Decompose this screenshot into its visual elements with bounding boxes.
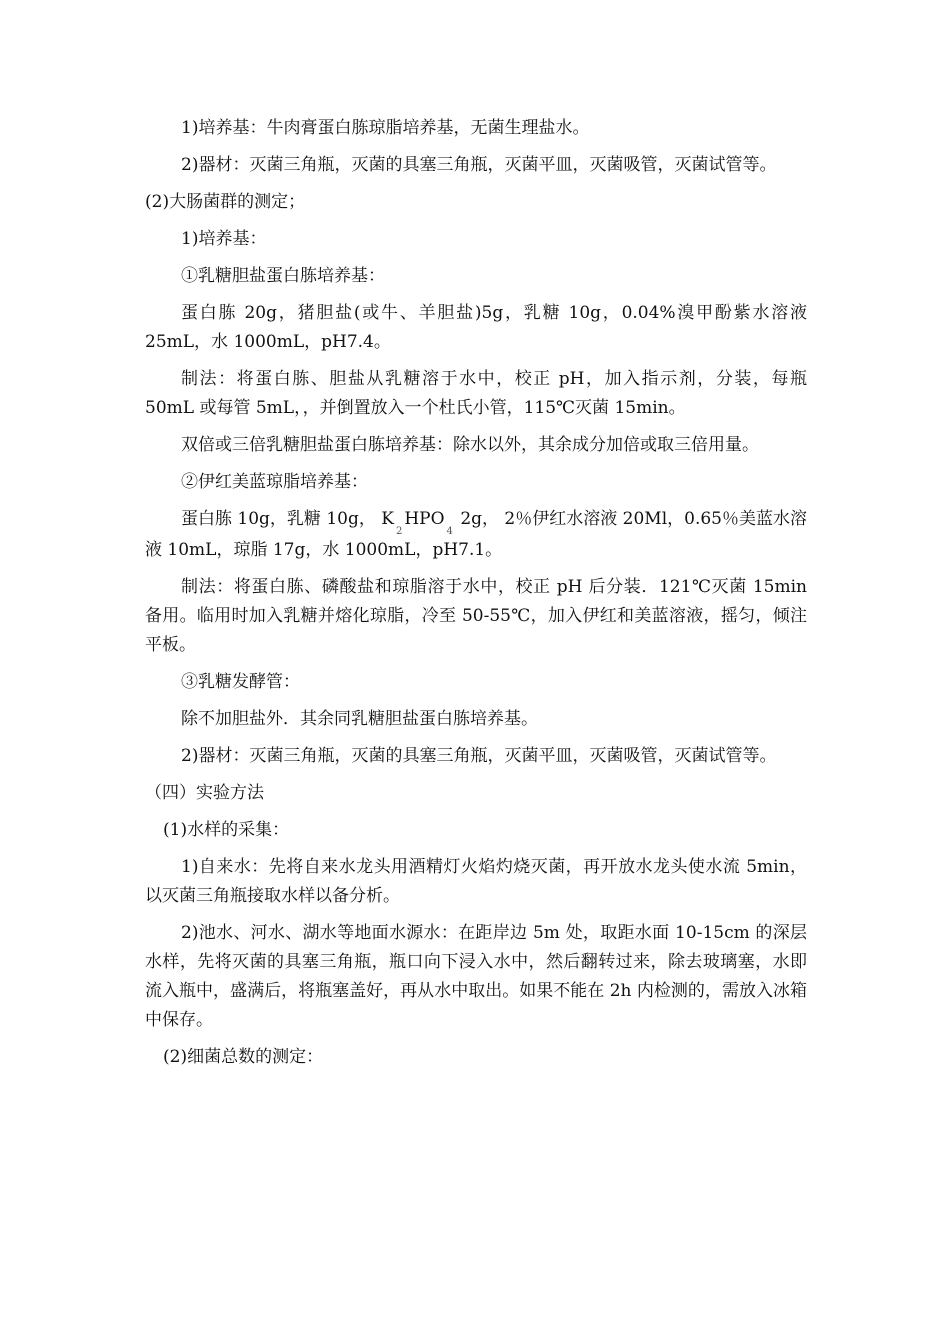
subheading-fermentation-tube: ③乳糖发酵管： [181, 672, 300, 692]
subheading-emb-agar: ②伊红美蓝琼脂培养基： [181, 472, 368, 492]
paragraph-equipment-1: 2)器材：灭菌三角瓶，灭菌的具塞三角瓶，灭菌平皿，灭菌吸管，灭菌试管等。 [181, 155, 777, 175]
document-body [145, 114, 807, 1080]
subheading-total-bacteria: (2)细菌总数的测定： [163, 1047, 324, 1067]
formula-k: K [381, 509, 394, 529]
paragraph-fermentation-tube: 除不加胆盐外．其余同乳糖胆盐蛋白胨培养基。 [181, 709, 538, 729]
subheading-water-sampling: (1)水样的采集： [163, 820, 290, 840]
paragraph-double-triple: 双倍或三倍乳糖胆盐蛋白胨培养基：除水以外，其余成分加倍或取三倍用量。 [181, 435, 759, 455]
paragraph-tap-water: 1)自来水：先将自来水龙头用酒精灯火焰灼烧灭菌，再开放水龙头使水流 5min，以灭菌三角瓶接取水样以备分析。 [145, 857, 807, 906]
formula-subscript-2: 2 [395, 526, 403, 537]
paragraph-equipment-2: 2)器材：灭菌三角瓶，灭菌的具塞三角瓶，灭菌平皿，灭菌吸管，灭菌试管等。 [181, 746, 777, 766]
emb-recipe-part-1: 蛋白胨 10g，乳糖 10g， [181, 509, 376, 529]
section-heading-methods: （四）实验方法 [145, 783, 264, 803]
paragraph-medium-2: 1)培养基： [181, 229, 267, 249]
paragraph-lactose-bile-method: 制法：将蛋白胨、胆盐从乳糖溶于水中，校正 pH，加入指示剂，分装，每瓶 50mL 或每管 5mL，，并倒置放入一个杜氏小管，115℃灭菌 15min。 [145, 369, 807, 418]
section-heading-coliform: (2)大肠菌群的测定； [145, 192, 306, 212]
formula-hpo: HPO [404, 509, 445, 529]
paragraph-lactose-bile-recipe: 蛋白胨 20g，猪胆盐(或牛、羊胆盐)5g，乳糖 10g，0.04%溴甲酚紫水溶液 25mL，水 1000mL，pH7.4。 [145, 303, 807, 352]
formula-subscript-4: 4 [446, 526, 453, 537]
paragraph-medium-1: 1)培养基：牛肉膏蛋白胨琼脂培养基，无菌生理盐水。 [181, 118, 590, 138]
paragraph-emb-method: 制法：将蛋白胨、磷酸盐和琼脂溶于水中，校正 pH 后分装．121℃灭菌 15min 备用。临用时加入乳糖并熔化琼脂，冷至 50-55℃，加入伊红和美蓝溶液，摇匀，倾注平板。 [145, 577, 807, 655]
subheading-lactose-bile: ①乳糖胆盐蛋白胨培养基： [181, 266, 385, 286]
paragraph-surface-water: 2)池水、河水、湖水等地面水源水：在距岸边 5m 处，取距水面 10-15cm 的深层水样，先将灭菌的具塞三角瓶，瓶口向下浸入水中，然后翻转过来，除去玻璃塞，水即流入瓶中，盛满后，将瓶塞盖好，再从水中取出。如果不能在 2h 内检测的，需放入冰箱中保存。 [145, 923, 807, 1030]
chemical-formula-k2hpo4 [376, 509, 460, 537]
emb-recipe-part-2: 2g， 2％伊红水溶液 20Ml，0.65％美蓝水溶液 10mL，琼脂 17g，水 1000mL，pH7.1。 [145, 509, 807, 560]
paragraph-emb-recipe [145, 505, 807, 565]
